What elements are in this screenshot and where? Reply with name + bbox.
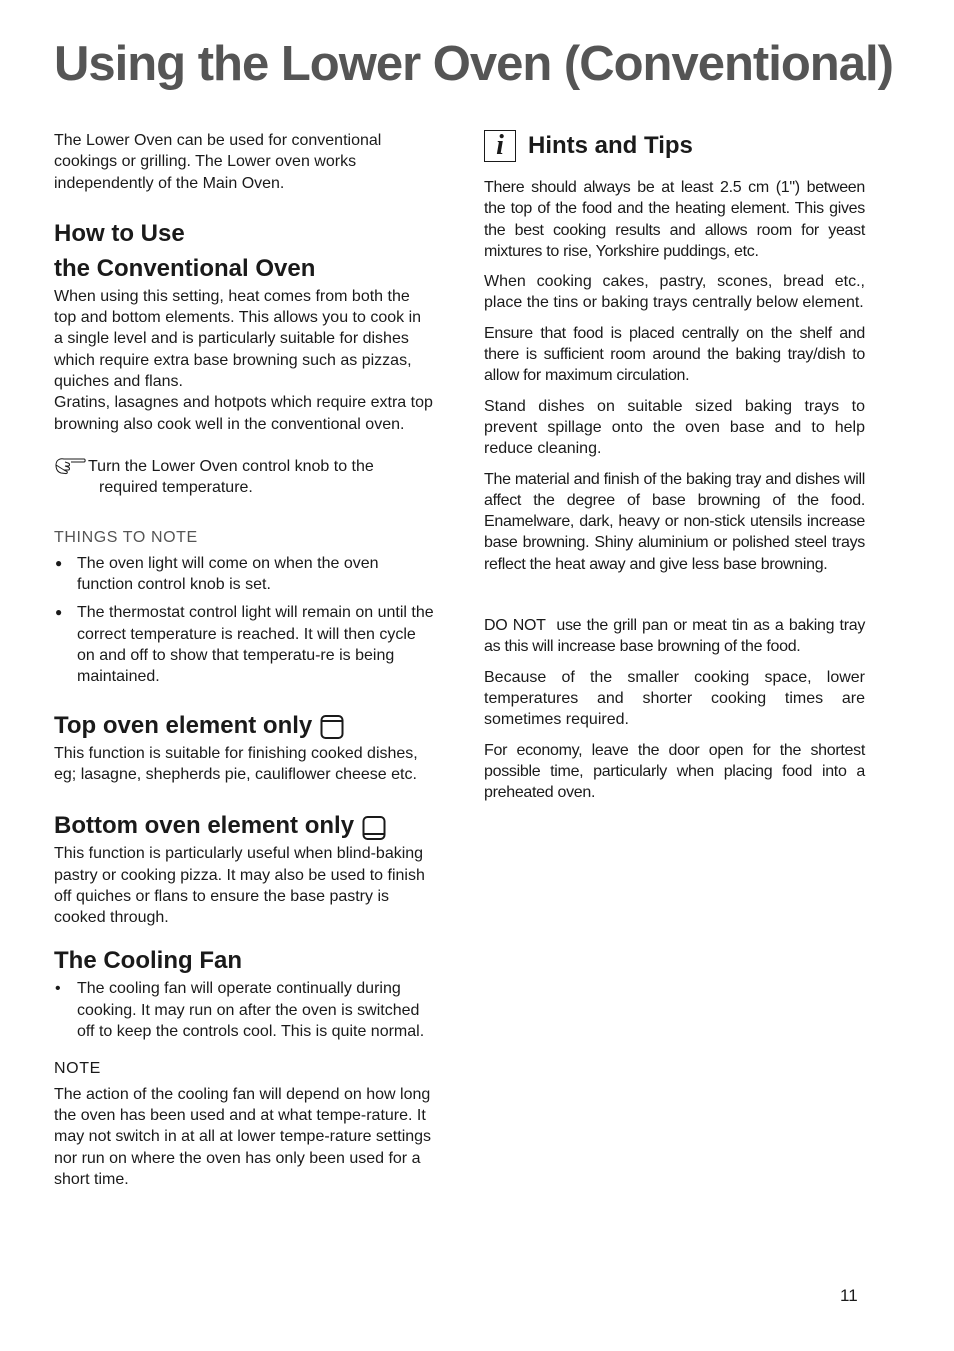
how-to-use-heading-line2: the Conventional Oven [54, 254, 316, 282]
things-to-note-list [54, 553, 434, 688]
top-element-heading: Top oven element only [54, 708, 434, 743]
do-not-label: DO NOT [484, 617, 546, 635]
hints-paragraph: For economy, leave the door open for the shortest possible time, particularly when placing food into a preheated oven. [484, 741, 865, 802]
hints-paragraph: Ensure that food is placed centrally on the shelf and there is sufficient room around the baking tray/dish to allow for maximum circulation. [484, 324, 865, 385]
page-number: 11 [840, 1286, 858, 1305]
how-to-use-body: When using this setting, heat comes from both the top and bottom elements. This allows you to cook in a single level and is particularly suitable for dishes which require extra base browning such as pizzas, quiches and flans. [54, 287, 422, 391]
hints-paragraph: Stand dishes on suitable sized baking trays to prevent spillage onto the oven base and to help reduce cleaning. [484, 397, 865, 458]
do-not-warning [484, 615, 865, 658]
list-item: ● The thermostat control light will remain on until the correct temperature is reached. It will then cycle on and off to show that temperatu-re is being maintained. [55, 604, 434, 686]
hints-header [484, 130, 865, 162]
bottom-element-body: This function is particularly useful when blind-baking pastry or cooking pizza. It may also be used to finish off quiches or flans to ensure the base pastry is cooked through. [54, 845, 425, 927]
bottom-element-icon [362, 815, 386, 841]
page-title: Using the Lower Oven (Conventional) [54, 37, 893, 91]
left-column [54, 130, 434, 1190]
pointing-hand-icon [54, 455, 86, 475]
hints-heading: Hints and Tips [528, 132, 693, 160]
note-heading: NOTE [54, 1060, 101, 1078]
bullet-icon: ● [55, 605, 63, 620]
instruction-line2: required temperature. [99, 479, 253, 497]
cooling-fan-list [54, 978, 434, 1042]
list-item: ● The oven light will come on when the oven function control knob is set. [55, 554, 379, 594]
top-element-body: This function is suitable for finishing cooked dishes, eg; lasagne, shepherds pie, cauliflower cheese etc. [54, 744, 418, 783]
instruction-line1: Turn the Lower Oven control knob to the [88, 457, 374, 475]
right-column [484, 130, 865, 803]
bullet-icon: • [55, 980, 61, 998]
bullet-icon: ● [55, 555, 63, 570]
things-to-note-heading: THINGS TO NOTE [54, 528, 198, 546]
cooling-fan-heading: The Cooling Fan [54, 947, 242, 975]
hints-paragraph: Because of the smaller cooking space, lower temperatures and shorter cooking times are sometimes required. [484, 668, 865, 729]
intro-text: The Lower Oven can be used for conventional cookings or grilling. The Lower oven works independently of the Main Oven. [54, 132, 382, 192]
note-body: The action of the cooling fan will depend on how long the oven has been used and at what tempe-rature. It may not switch in at all at lower tempe-rature settings nor run on where the oven has only been used for a short time. [54, 1085, 432, 1188]
do-not-text: use the grill pan or meat tin as a baking tray as this will increase base browning of the food. [484, 617, 866, 656]
how-to-use-heading-line1: How to Use [54, 219, 185, 247]
bottom-element-heading: Bottom oven element only [54, 808, 434, 843]
instruction [54, 455, 434, 499]
hints-paragraph: The material and finish of the baking tray and dishes will affect the degree of base browning of the food. Enamelware, dark, heavy or non-stick utensils increase base browning. Shiny aluminium or polished steel trays reflect the heat away and give less base browning. [484, 470, 865, 573]
how-to-use-body-2: Gratins, lasagnes and hotpots which require extra top browning also cook well in the conventional oven. [54, 394, 433, 433]
hints-paragraph: When cooking cakes, pastry, scones, bread etc., place the tins or baking trays centrally below element. [484, 273, 865, 312]
list-item: • The cooling fan will operate continually during cooking. It may run on after the oven is switched off to keep the controls cool. This is quite normal. [55, 980, 425, 1041]
hints-paragraph: There should always be at least 2.5 cm (1") between the top of the food and the heating element. This gives the best cooking results and allows room for yeast mixtures to rise, Yorkshire puddings, etc. [484, 179, 865, 260]
top-element-icon [320, 714, 344, 740]
info-icon: i [484, 130, 516, 162]
